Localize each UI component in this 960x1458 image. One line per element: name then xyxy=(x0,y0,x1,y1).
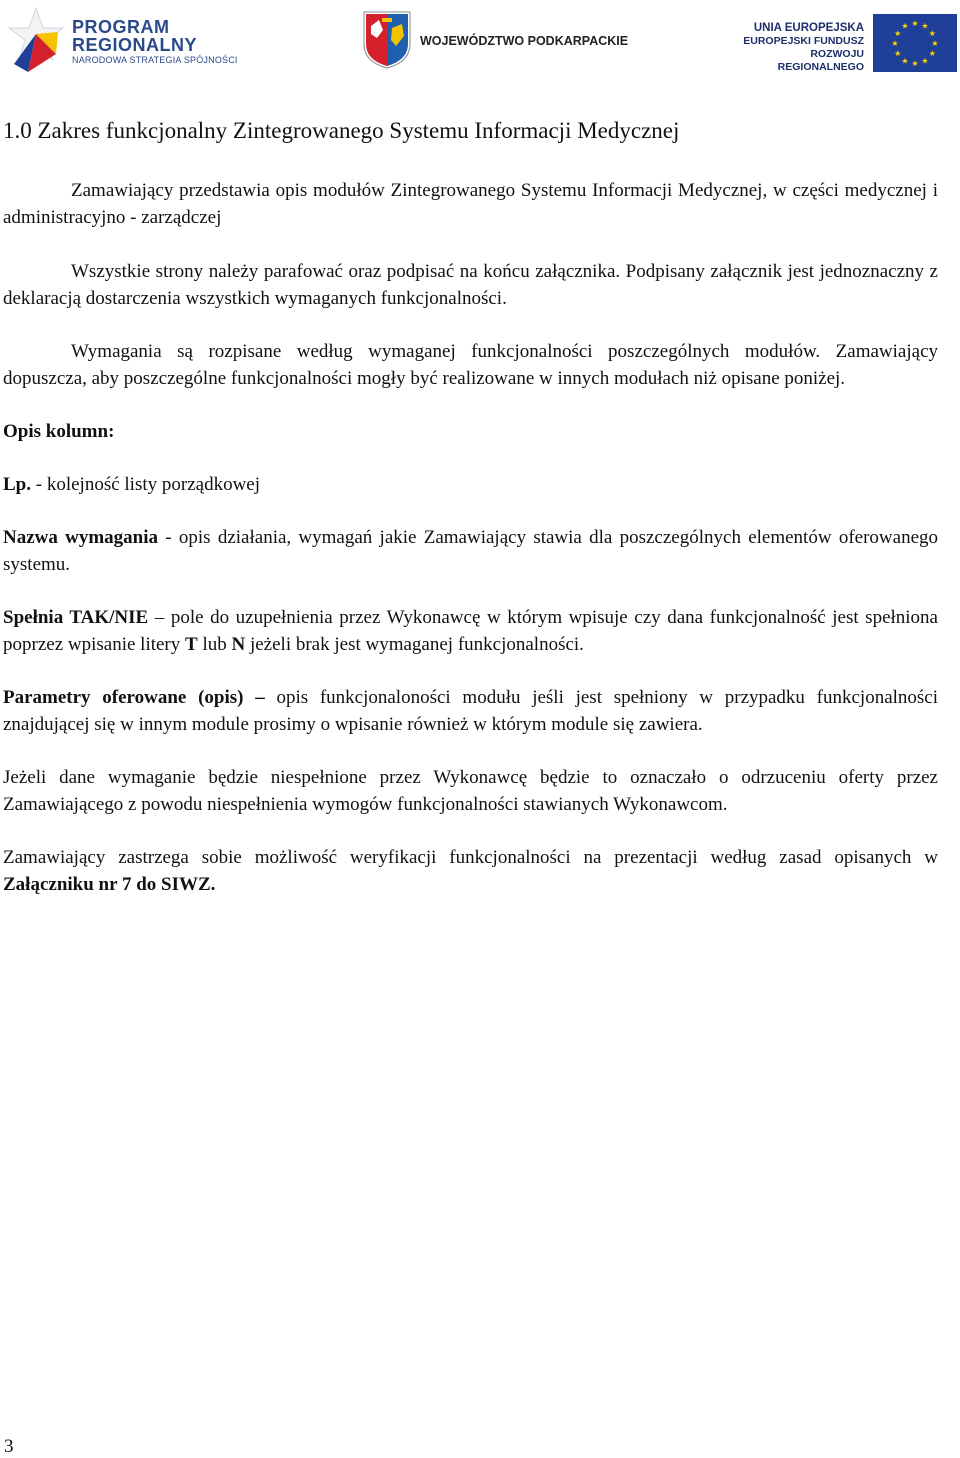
eu-logo xyxy=(720,12,960,72)
column-spelnia-label: Spełnia TAK/NIE xyxy=(3,607,149,628)
column-parametry-label: Parametry oferowane (opis) xyxy=(3,687,244,708)
svg-text:★: ★ xyxy=(891,39,899,48)
column-parametry-dash: – xyxy=(243,687,265,708)
svg-text:★: ★ xyxy=(894,49,902,58)
column-lp xyxy=(3,471,938,498)
wojewodztwo-logo xyxy=(362,10,632,72)
letter-t: T xyxy=(185,634,198,655)
svg-text:★: ★ xyxy=(901,21,909,31)
eu-line1: UNIA EUROPEJSKA xyxy=(753,22,864,34)
program-regionalny-logo xyxy=(6,4,246,74)
column-lp-text: - kolejność listy porządkowej xyxy=(31,474,261,495)
svg-text:★: ★ xyxy=(901,56,909,66)
column-nazwa-text: - opis działania, wymagań jakie Zamawiający stawia dla poszczególnych elementów oferowanego systemu. xyxy=(3,527,938,575)
paragraph-verification-text: Zamawiający zastrzega sobie możliwość weryfikacji funkcjonalności na prezentacji według zasad opisanych w xyxy=(3,847,938,868)
region-label: WOJEWÓDZTWO PODKARPACKIE xyxy=(420,34,629,48)
column-nazwa xyxy=(3,524,938,578)
program-line1: PROGRAM xyxy=(72,17,170,37)
column-spelnia-text1: – pole do uzupełnienia przez Wykonawcę w którym wpisuje czy dana funkcjonalność jest spełniona poprzez wpisanie litery xyxy=(3,607,938,655)
eu-flag-icon xyxy=(873,14,957,72)
columns-heading-text: Opis kolumn: xyxy=(3,421,115,442)
column-spelnia-text3: jeżeli brak jest wymaganej funkcjonalności. xyxy=(245,634,584,655)
columns-heading xyxy=(3,418,938,445)
svg-text:★: ★ xyxy=(911,59,919,68)
paragraph-verification xyxy=(3,844,938,898)
svg-text:★: ★ xyxy=(931,39,939,48)
program-line3: NARODOWA STRATEGIA SPÓJNOŚCI xyxy=(72,55,238,65)
column-nazwa-label: Nazwa wymagania xyxy=(3,527,159,548)
coat-of-arms-icon xyxy=(362,10,412,70)
svg-text:★: ★ xyxy=(921,21,929,31)
logo-bar xyxy=(0,0,960,80)
paragraph-requirements: Wymagania są rozpisane według wymaganej funkcjonalności poszczególnych modułów. Zamawiający dopuszcza, aby poszczególne funkcjonalności mogły być realizowane w innych modułach niż opisane poniżej. xyxy=(3,341,938,389)
column-spelnia-text2: lub xyxy=(197,634,232,655)
siwz-reference: Załączniku nr 7 do SIWZ. xyxy=(3,874,216,895)
program-star-icon xyxy=(6,4,66,74)
column-spelnia xyxy=(3,604,938,658)
svg-text:★: ★ xyxy=(928,49,936,58)
column-lp-label: Lp. xyxy=(3,474,31,495)
paragraph-rejection: Jeżeli dane wymaganie będzie niespełnione przez Wykonawcę będzie to oznaczało o odrzuceniu oferty przez Zamawiającego z powodu niespełnienia wymogów funkcjonalności stawianych Wykonawcom. xyxy=(3,767,938,815)
eu-line3: ROZWOJU REGIONALNEGO xyxy=(777,48,864,73)
svg-text:★: ★ xyxy=(911,19,919,28)
column-parametry-text: opis funkcjonaloności modułu jeśli jest spełniony w przypadku funkcjonalności znajdującej się w innym module prosimy o wpisanie również w którym module się zawiera. xyxy=(3,687,939,735)
column-parametry xyxy=(3,684,938,738)
eu-line2: EUROPEJSKI FUNDUSZ xyxy=(743,35,864,47)
page-number: 3 xyxy=(4,1436,14,1457)
svg-text:★: ★ xyxy=(928,29,936,38)
svg-text:★: ★ xyxy=(921,56,929,66)
paragraph-signing: Wszystkie strony należy parafować oraz podpisać na końcu załącznika. Podpisany załącznik jest jednoznaczny z deklaracją dostarczenia wszystkich wymaganych funkcjonalności. xyxy=(3,261,938,309)
document-title: 1.0 Zakres funkcjonalny Zintegrowanego Systemu Informacji Medycznej xyxy=(3,118,680,143)
program-line2: REGIONALNY xyxy=(72,35,198,55)
document-body xyxy=(3,116,938,898)
paragraph-intro: Zamawiający przedstawia opis modułów Zintegrowanego Systemu Informacji Medycznej, w części medycznej i administracyjno - zarządczej xyxy=(3,180,938,228)
svg-text:★: ★ xyxy=(894,29,902,38)
letter-n: N xyxy=(231,634,246,655)
